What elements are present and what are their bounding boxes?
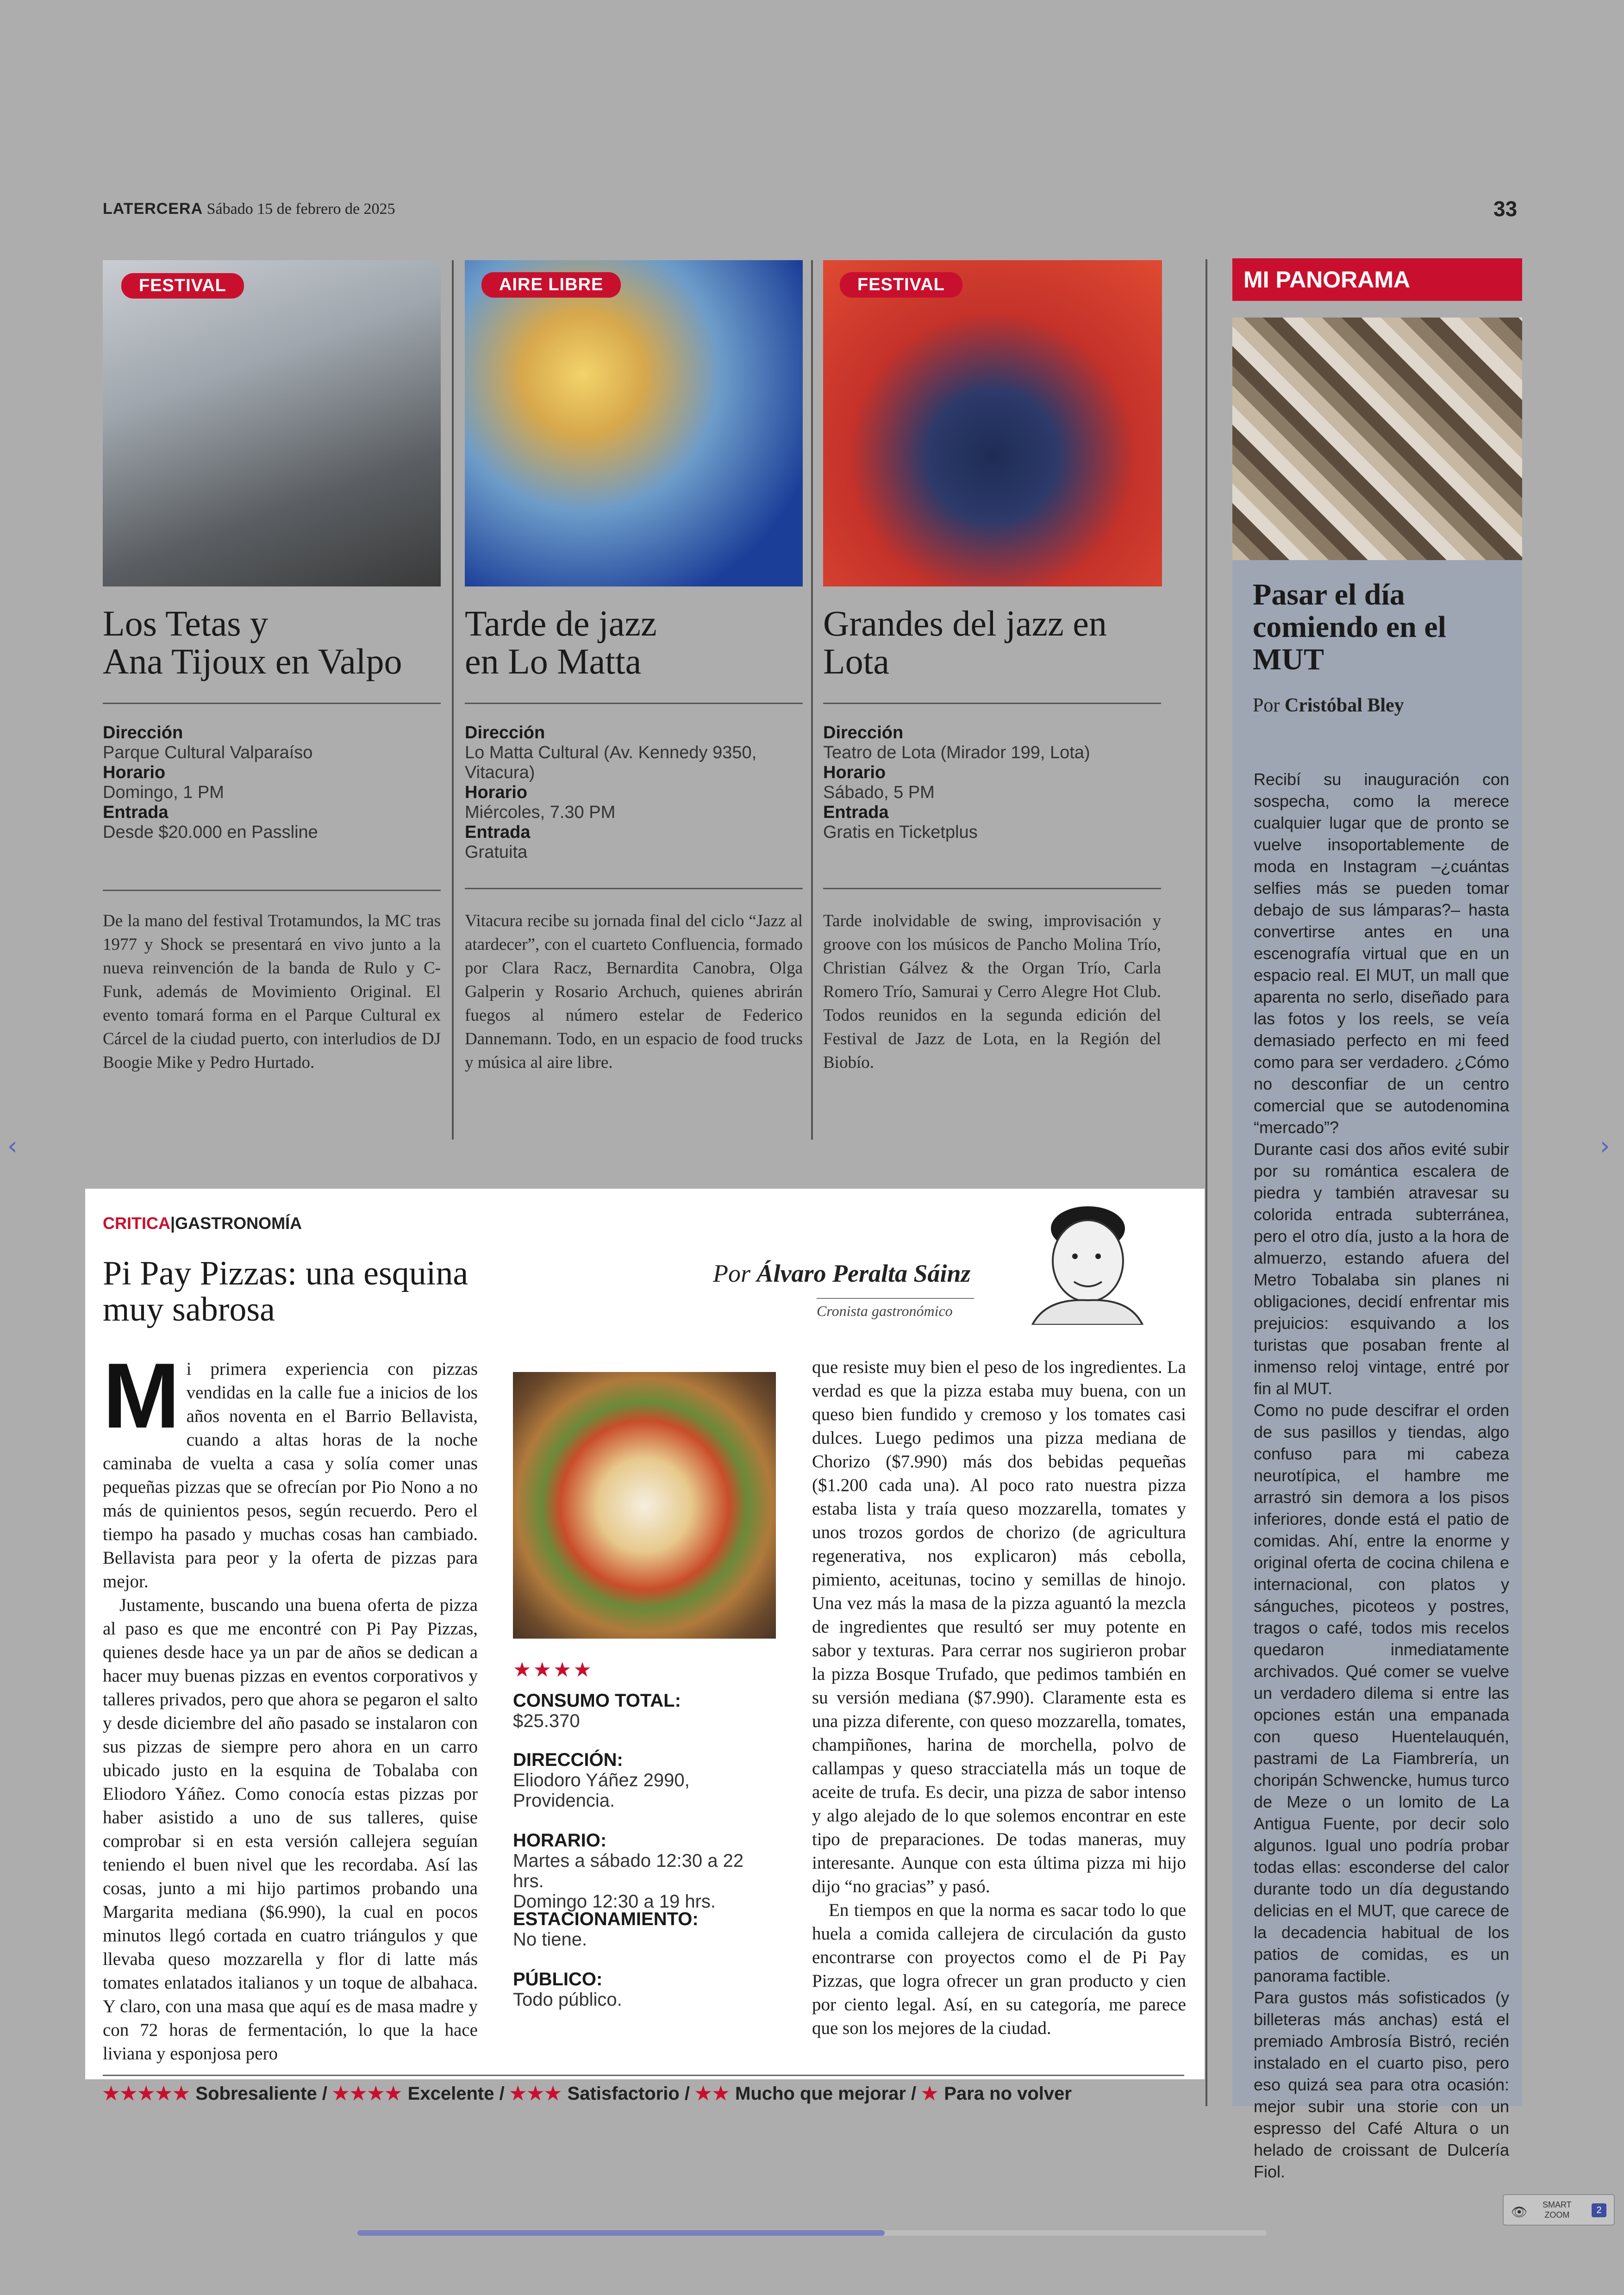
event-description-2: Vitacura recibe su jornada final del ciclo “Jazz al atardecer”, con el cuarteto Confluencia, formado por Clara Racz, Bernardita Canobra, Olga Galperin y Rosario Archuch, quienes abrirán fuegos al número estelar de Federico Dannemann. Todo, en un espacio de food trucks y música al aire libre. [465,911,803,1072]
mi-panorama-body: Recibí su inauguración con sospecha, como la merece cualquier lugar que de pronto se vuelve insoportablemente de moda en Instagram –¿cuántas selfies más se pueden tomar debajo de sus lámparas?– hasta convertirse antes en una escenografía virtual que en un espacio real. El MUT, un mall que aparenta no serlo, diseñado para las fotos y los reels, se veía demasiado perfecto en mi feed como para ser verdadero. ¿Cómo no desconfiar de un centro comercial que se autodenomina “mercado”? Durante casi dos años evité subir por su romántica escalera de piedra y también atravesar su colorida entrada subterránea, pero el otro día, justo a la hora de almuerzo, estando afuera del Metro Tobalaba sin planes ni obligaciones, decidí enfrentar mis prejuicios: esquivando a los turistas que posaban frente al inmenso reloj vintage, entré por fin al MUT. Como no pude descifrar el orden de sus pasillos y tiendas, algo confuso para mi cabeza neurotípica, el hambre me arrastró sin demora a los pisos inferiores, donde está el patio de comidas. Ahí, entre la enorme y original oferta de cocina chilena e internacional, con platos y sánguches, picoteos y postres, tragos o café, todos mis recelos quedaron inmediatamente archivados. Qué comer se vuelve un verdadero dilema si entre las opciones están una empanada con queso Huentelauquén, pastrami de La Fiambrería, un choripán Schwencke, humus turco de Meze o un lomito de La Antigua Fuente, por decir solo algunos. Igual uno podría probar todas ellas: esconderse del calor durante todo un día degustando delicias en el MUT, que carece de la decadencia habitual de los patios de comidas, es un panorama factible. Para gustos más sofisticados (y billeteras más anchas) está el premiado Ambrosía Bistró, recién instalado en el cuarto piso, pero eso quizá sea para otra ocasión: mejor subir una storie con un espresso del Café Altura o un helado de croissant de Dulcería Fiol. [1254,770,1509,2181]
column-rule [811,260,813,1140]
smart-zoom-badge: 2 [1592,2203,1606,2217]
review-column-3: que resiste muy bien el peso de los ingredientes. La verdad es que la pizza estaba muy buena, con un queso bien fundido y cremoso y los tomates casi dulces. Luego pedimos una pizza mediana de Chorizo ($7.990) más dos bebidas pequeñas ($1.200 cada una). Al poco rato nuestra pizza estaba lista y traía queso mozzarella, tomates y unos trozos gordos de chorizo (de agricultura regenerativa, nos explicaron) más cebolla, pimiento, aceitunas, tocino y semillas de hinojo. Una vez más la masa de la pizza aguantó la mezcla de ingredientes que resultó ser muy potente en sabor y texturas. Para cerrar nos sugirieron probar la pizza Bosque Trufado, que pedimos también en su versión mediana ($7.990). Claramente esta es una pizza diferente, con queso mozzarella, tomates, champiñones, harina de morchella, polvo de callampas y queso stracciatella más un toque de aceite de trufa. Es decir, una pizza de sabor intenso y algo alejado de lo que solemos encontrar en este tipo de preparaciones. De todas maneras, muy interesante. Aunque con esta última pizza mi hijo dijo “no gracias” y pasó. En tiempos en que la norma es sacar todo lo que huela a comida callejera de circulación da gusto encontrarse con proyectos como el de Pi Pay Pizzas, que logra ofrecer un gran producto y cien por ciento legal. Así, en su categoría, me parece que son los mejores de la ciudad. [812,1357,1186,2038]
review-rating: ★★★★ [513,1659,593,1681]
mi-panorama-header: MI PANORAMA [1232,258,1522,301]
event-photo-3 [823,260,1162,586]
dropcap: M [103,1344,180,1447]
divider [103,890,441,891]
review-column-1: M i primera experiencia con pizzas vendidas en la calle fue a inicios de los años noventa en el Barrio Bellavista, cuando a altas horas de la noche caminaba de vuelta a casa y solía comer unas pequeñas pizzas que se ofrecían por Pio Nono a no más de quinientos pesos, según recuerdo. Pero el tiempo ha pasado y muchas cosas han cambiado. Bellavista para peor y la oferta de pizzas para mejor. Justamente, buscando una buena oferta de pizza al paso es que me encontré con Pi Pay Pizzas, quienes desde hace ya un par de años se dedican a hacer muy buenas pizzas en eventos corporativos y talleres privados, pero que ahora se pegaron el salto y desde diciembre del año pasado se instalaron con sus pizzas de siempre pero ahora en un carro ubicado justo en la esquina de Tobalaba con Eliodoro Yáñez. Como conocía estas pizzas por haber asistido a uno de sus talleres, quise comprobar si en esta versión callejera seguían teniendo el buen nivel que les recordaba. Así las cosas, junto a mi hijo partimos probando una Margarita mediana ($6.990), la cual en pocos minutos llegó cortada en cuatro triángulos y que llevaba queso mozzarella y flor di latte más tomates enlatados italianos y un toque de albahaca. Y claro, con una masa que aquí es de masa madre y con 72 horas de fermentación, lo que la hace liviana y esponjosa pero [103,1344,478,2064]
author-role: Cronista gastronómico [817,1303,953,1319]
issue-date: Sábado 15 de febrero de 2025 [206,200,395,218]
event-title-3: Grandes del jazz en Lota [823,603,1107,681]
divider [465,703,803,704]
newspaper-header [103,200,395,218]
mi-panorama-byline: Por Cristóbal Bley [1253,695,1404,716]
prev-page-button[interactable]: ‹ [7,1131,18,1160]
event-info-3: Dirección Teatro de Lota (Mirador 199, Lota) Horario Sábado, 5 PM Entrada Gratis en Ticketplus [823,723,1090,842]
review-kicker: CRITICA|GASTRONOMÍA [103,1214,302,1233]
info-direccion: DIRECCIÓN: Eliodoro Yáñez 2990, Providencia. [513,1750,690,1811]
divider [823,703,1161,704]
event-info-2: Dirección Lo Matta Cultural (Av. Kennedy 9350, Vitacura) Horario Miércoles, 7.30 PM Entrada Gratuita [465,723,757,862]
brand: LATERCERA [103,200,203,218]
event-title-2: Tarde de jazz en Lo Matta [465,603,657,681]
author-avatar [1018,1201,1143,1325]
info-consumo: CONSUMO TOTAL: $25.370 [513,1690,681,1731]
column-rule [452,260,454,1140]
divider [103,703,441,704]
mi-panorama-title: Pasar el día comiendo en el MUT [1253,578,1446,676]
event-description-1: De la mano del festival Trotamundos, la MC tras 1977 y Shock se presentará en vivo junto a la nueva reinvención de la banda de Rulo y C-Funk, además de Movimiento Original. El evento tomará forma en el Parque Cultural ex Cárcel de la ciudad puerto, con interludios de DJ Boogie Mike y Pedro Hurtado. [103,911,441,1072]
mi-panorama-photo [1232,318,1522,562]
eye-icon: 👁 [1511,2205,1528,2219]
divider [817,1298,974,1299]
event-info-1: Dirección Parque Cultural Valparaíso Horario Domingo, 1 PM Entrada Desde $20.000 en Passline [103,723,318,842]
page-progress-fill [357,2230,885,2236]
rating-legend: ★★★★★ Sobresaliente / ★★★★ Excelente / ★★★ Satisfactorio / ★★ Mucho que mejorar / ★ Para no volver [103,2083,1072,2104]
event-tag-3: FESTIVAL [840,272,962,298]
divider [103,2075,1184,2076]
divider [465,888,803,889]
info-estacionamiento: ESTACIONAMIENTO: No tiene. [513,1909,699,1950]
info-publico: PÚBLICO: Todo público. [513,1969,622,2010]
event-photo-2 [465,260,803,586]
info-horario: HORARIO: Martes a sábado 12:30 a 22 hrs. Domingo 12:30 a 19 hrs. [513,1830,744,1912]
event-description-3: Tarde inolvidable de swing, improvisación y groove con los músicos de Pancho Molina Trío, Christian Gálvez & the Organ Trío, Carla Romero Trío, Samurai y Cerro Alegre Hot Club. Todos reunidos en la segunda edición del Festival de Jazz de Lota, en la Región del Biobío. [823,911,1161,1072]
smart-zoom-label: SMART ZOOM [1543,2200,1572,2220]
next-page-button[interactable]: › [1600,1131,1610,1160]
column-rule [1206,259,1207,2106]
event-photo-1 [103,260,441,586]
divider [823,888,1161,889]
review-title: Pi Pay Pizzas: una esquina muy sabrosa [103,1254,468,1328]
review-byline: Por Álvaro Peralta Sáinz [713,1260,971,1287]
event-tag-1: FESTIVAL [121,273,244,299]
event-title-1: Los Tetas y Ana Tijoux en Valpo [103,603,402,681]
pizza-photo [513,1372,776,1639]
page-number: 33 [1493,197,1518,221]
event-tag-2: AIRE LIBRE [481,272,621,298]
smart-zoom-button[interactable] [1503,2194,1615,2226]
